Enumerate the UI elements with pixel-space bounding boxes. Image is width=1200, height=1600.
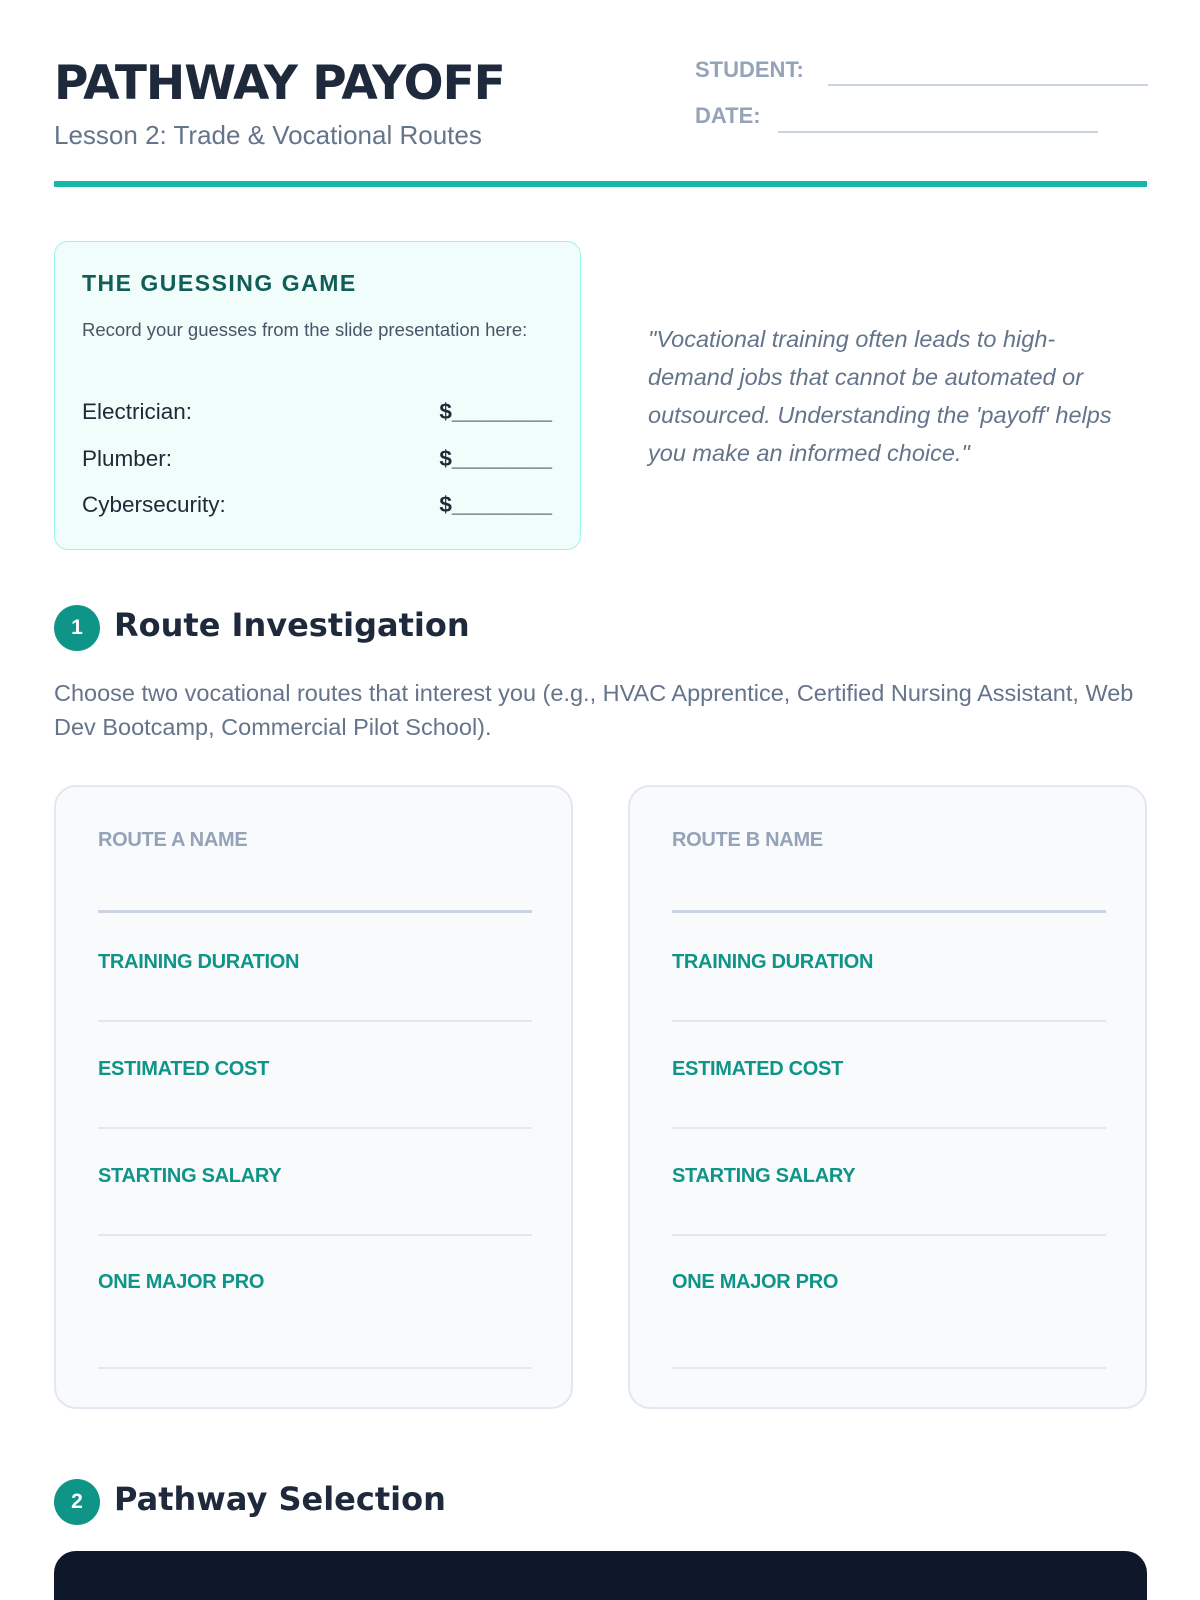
- route-a-starting-salary-label: STARTING SALARY: [98, 1165, 282, 1187]
- route-a-training-duration-line[interactable]: [98, 1020, 532, 1022]
- route-a-name-line[interactable]: [98, 910, 532, 913]
- guessing-game-box: [54, 241, 581, 550]
- guess-row-plumber: [82, 446, 552, 476]
- date-label: DATE:: [695, 103, 761, 128]
- guess-label: Electrician:: [82, 399, 193, 424]
- section-1-description: Choose two vocational routes that interest you (e.g., HVAC Apprentice, Certified Nursing Assistant, Web Dev Bootcamp, Commercial Pilot School).: [54, 680, 1134, 740]
- vocational-quote: "Vocational training often leads to high-demand jobs that cannot be automated or outsourced. Understanding the 'payoff' helps you make an informed choice.": [648, 326, 1112, 466]
- section-1-title: Route Investigation: [114, 606, 470, 644]
- route-b-card: [628, 785, 1147, 1409]
- route-a-card: [54, 785, 573, 1409]
- date-line[interactable]: [778, 131, 1098, 133]
- guess-blank[interactable]: $________: [439, 399, 552, 424]
- route-b-training-duration-label: TRAINING DURATION: [672, 951, 874, 973]
- route-a-major-pro-line[interactable]: [98, 1367, 532, 1369]
- guessing-game-description: Record your guesses from the slide presentation here:: [82, 319, 528, 340]
- route-b-estimated-cost-label: ESTIMATED COST: [672, 1058, 843, 1080]
- section-2-badge: 2: [54, 1479, 100, 1525]
- route-a-major-pro-label: ONE MAJOR PRO: [98, 1271, 265, 1293]
- guess-label: Cybersecurity:: [82, 492, 226, 517]
- guess-blank[interactable]: $________: [439, 446, 552, 471]
- page-title: PATHWAY PAYOFF: [54, 56, 505, 111]
- guess-row-electrician: [82, 399, 552, 429]
- route-b-estimated-cost-line[interactable]: [672, 1127, 1106, 1129]
- route-b-name-label: ROUTE B NAME: [672, 829, 823, 851]
- student-name-line[interactable]: [828, 84, 1148, 86]
- section-1-badge: 1: [54, 605, 100, 651]
- route-a-starting-salary-line[interactable]: [98, 1234, 532, 1236]
- page-subtitle: Lesson 2: Trade & Vocational Routes: [54, 120, 482, 150]
- guess-row-cybersecurity: [82, 492, 552, 522]
- guess-blank[interactable]: $________: [439, 492, 552, 517]
- student-label: STUDENT:: [695, 57, 804, 82]
- route-a-estimated-cost-line[interactable]: [98, 1127, 532, 1129]
- guess-label: Plumber:: [82, 446, 173, 471]
- route-b-major-pro-label: ONE MAJOR PRO: [672, 1271, 839, 1293]
- route-a-training-duration-label: TRAINING DURATION: [98, 951, 300, 973]
- route-a-estimated-cost-label: ESTIMATED COST: [98, 1058, 269, 1080]
- route-b-name-line[interactable]: [672, 910, 1106, 913]
- route-b-major-pro-line[interactable]: [672, 1367, 1106, 1369]
- route-a-name-label: ROUTE A NAME: [98, 829, 248, 851]
- route-b-starting-salary-label: STARTING SALARY: [672, 1165, 856, 1187]
- route-b-training-duration-line[interactable]: [672, 1020, 1106, 1022]
- section-2-title: Pathway Selection: [114, 1480, 446, 1518]
- header-divider: [54, 181, 1147, 187]
- guessing-game-title: THE GUESSING GAME: [82, 270, 357, 296]
- pathway-selection-panel: [54, 1551, 1147, 1600]
- route-b-starting-salary-line[interactable]: [672, 1234, 1106, 1236]
